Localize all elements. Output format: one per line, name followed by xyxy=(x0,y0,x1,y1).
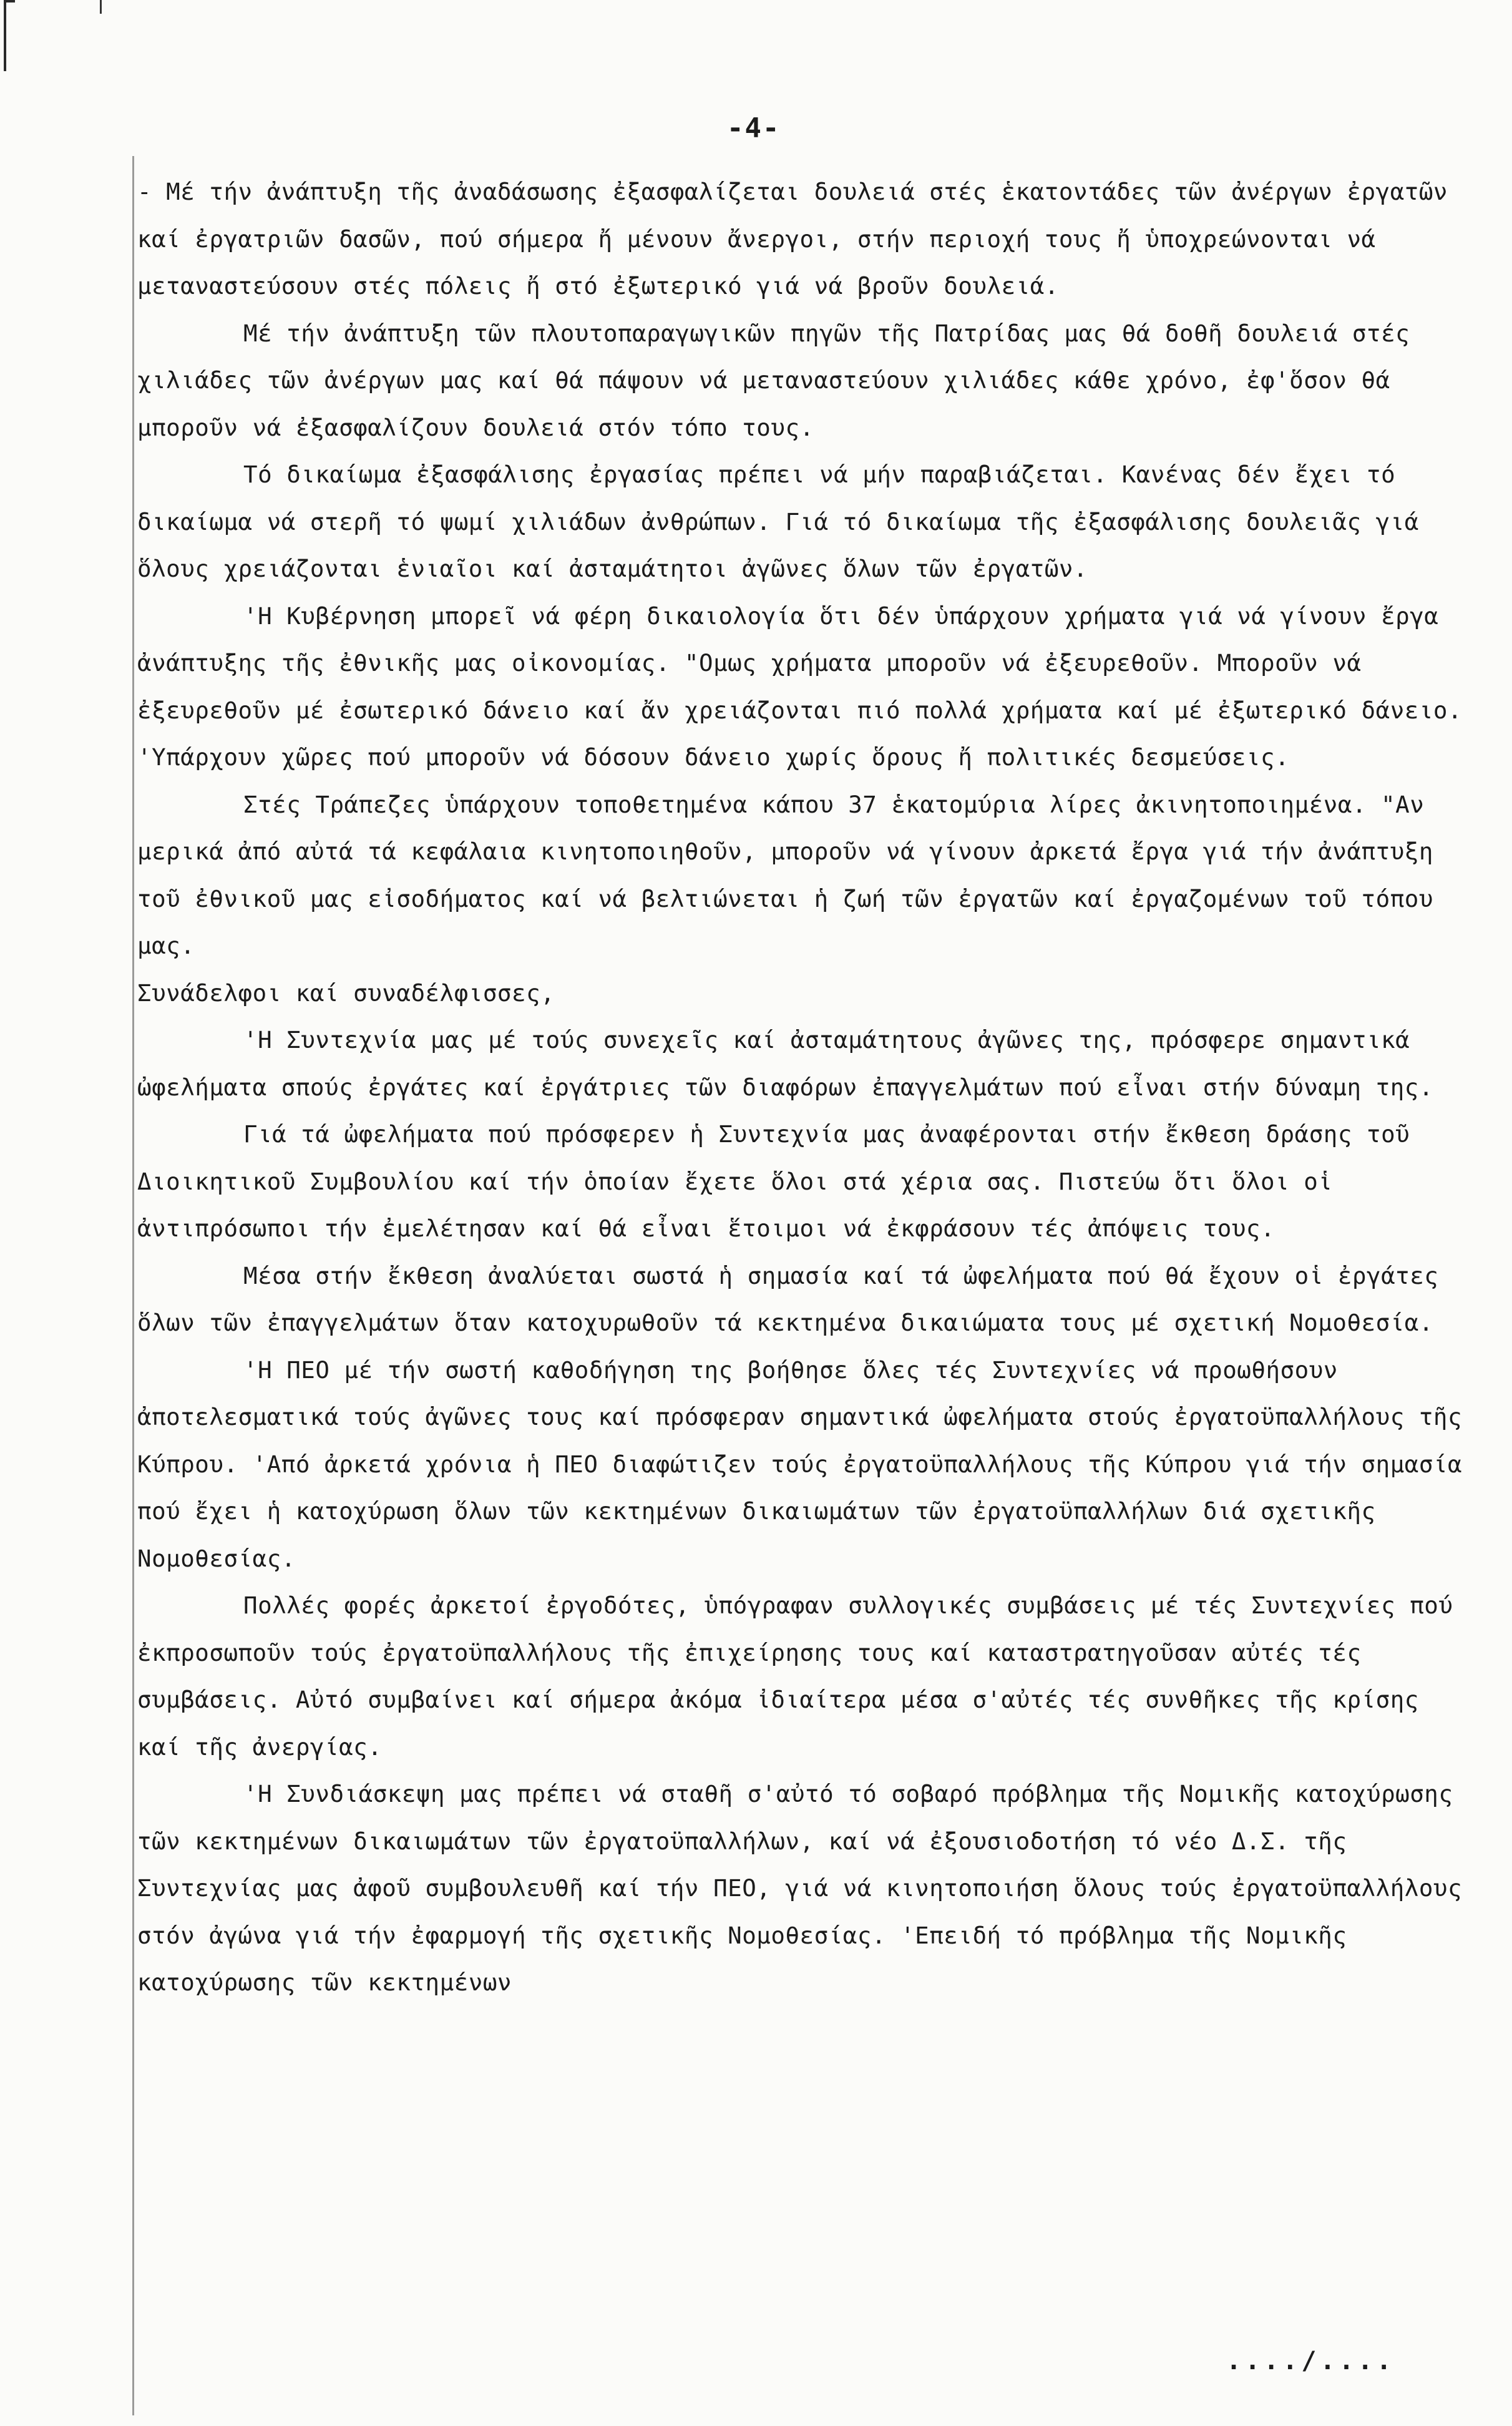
continuation-mark: ..../.... xyxy=(1226,2347,1395,2375)
corner-tick xyxy=(100,0,102,14)
paragraph-11: 'Η Συνδιάσκεψη μας πρέπει νά σταθῆ σ'αὐτό τό σοβαρό πρόβλημα τῆς Νομικῆς κατοχύρωσης τῶν κεκτημένων δικαιωμάτων τῶν ἐργατοϋπαλλήλων, καί νά ἐξουσιοδοτήση τό νέο Δ.Σ. τῆς Συντεχνίας μας ἀφοῦ συμβουλευθῆ καί τήν ΠΕΟ, γιά νά κινητοποιήση ὅλους τούς ἐργατοϋπαλλήλους στόν ἀγώνα γιά τήν ἐφαρμογή τῆς σχετικῆς Νομοθεσίας. 'Επειδή τό πρόβλημα τῆς Νομικῆς κατοχύρωσης τῶν κεκτημένων xyxy=(137,1780,1477,1996)
paragraph-5: Στές Τράπεζες ὑπάρχουν τοποθετημένα κάπου 37 ἑκατομύρια λίρες ἀκινητοποιημένα. "Αν μερικά ἀπό αὐτά τά κεφάλαια κινητοποιηθοῦν, μποροῦν νά γίνουν ἀρκετά ἔργα γιά τήν ἀνάπτυξη τοῦ ἐθνικοῦ μας εἰσοδήματος καί νά βελτιώνεται ἡ ζωή τῶν ἐργατῶν καί ἐργαζομένων τοῦ τόπου μας. xyxy=(137,790,1448,959)
paragraph-1: - Μέ τήν ἀνάπτυξη τῆς ἀναδάσωσης ἐξασφαλίζεται δουλειά στές ἑκατοντάδες τῶν ἀνέργων ἐργατῶν καί ἐργατριῶν δασῶν, πού σήμερα ἤ μένουν ἄνεργοι, στήν περιοχή τους ἤ ὑποχρεώνονται νά μεταναστεύσουν στές πόλεις ἤ στό ἐξωτερικό γιά νά βροῦν δουλειά. xyxy=(137,178,1463,300)
paragraph-3: Τό δικαίωμα ἐξασφάλισης ἐργασίας πρέπει νά μήν παραβιάζεται. Κανένας δέν ἔχει τό δικαίωμα νά στερῆ τό ψωμί χιλιάδων ἀνθρώπων. Γιά τό δικαίωμα τῆς ἐξασφάλισης δουλειᾶς γιά ὅλους χρειάζονται ἑνιαῖοι καί ἀσταμάτητοι ἀγῶνες ὅλων τῶν ἐργατῶν. xyxy=(137,461,1433,582)
paragraph-9: 'Η ΠΕΟ μέ τήν σωστή καθοδήγηση της βοήθησε ὅλες τές Συντεχνίες νά προωθήσουν ἀποτελεσματικά τούς ἀγῶνες τους καί πρόσφεραν σημαντικά ὠφελήματα στούς ἐργατοϋπαλλήλους τῆς Κύπρου. 'Από ἀρκετά χρόνια ἡ ΠΕΟ διαφώτιζεν τούς ἐργατοϋπαλλήλους τῆς Κύπρου γιά τήν σημασία πού ἔχει ἡ κατοχύρωση ὅλων τῶν κεκτημένων δικαιωμάτων τῶν ἐργατοϋπαλλήλων διά σχετικῆς Νομοθεσίας. xyxy=(137,1356,1477,1572)
paragraph-8: Μέσα στήν ἔκθεση ἀναλύεται σωστά ἡ σημασία καί τά ὠφελήματα πού θά ἔχουν οἱ ἐργάτες ὅλων τῶν ἐπαγγελμάτων ὅταν κατοχυρωθοῦν τά κεκτημένα δικαιώματα τους μέ σχετική Νομοθεσία. xyxy=(137,1261,1453,1336)
salutation: Συνάδελφοι καί συναδέλφισσες, xyxy=(137,979,555,1007)
paragraph-10: Πολλές φορές ἀρκετοί ἐργοδότες, ὑπόγραφαν συλλογικές συμβάσεις μέ τές Συντεχνίες πού ἐκπροσωποῦν τούς ἐργατοϋπαλλήλους τῆς ἐπιχείρησης τους καί καταστρατηγοῦσαν αὐτές τές συμβάσεις. Αὐτό συμβαίνει καί σήμερα ἀκόμα ἰδιαίτερα μέσα σ'αὐτές τές συνθῆκες τῆς κρίσης καί τῆς ἀνεργίας. xyxy=(137,1592,1468,1761)
paragraph-2: Μέ τήν ἀνάπτυξη τῶν πλουτοπαραγωγικῶν πηγῶν τῆς Πατρίδας μας θά δοθῆ δουλειά στές χιλιάδες τῶν ἀνέργων μας καί θά πάψουν νά μεταναστεύουν χιλιάδες κάθε χρόνο, ἐφ'ὅσον θά μποροῦν νά ἐξασφαλίζουν δουλειά στόν τόπο τους. xyxy=(137,319,1425,441)
crop-mark xyxy=(4,0,15,71)
page-number: -4- xyxy=(727,112,781,144)
paragraph-4: 'Η Κυβέρνηση μπορεῖ νά φέρη δικαιολογία ὅτι δέν ὑπάρχουν χρήματα γιά νά γίνουν ἔργα ἀνάπτυξης τῆς ἐθνικῆς μας οἰκονομίας. "Ομως χρήματα μποροῦν νά ἐξευρεθοῦν. Μποροῦν νά ἐξευρεθοῦν μέ ἐσωτερικό δάνειο καί ἄν χρειάζονται πιό πολλά χρήματα καί μέ ἐξωτερικό δάνειο. 'Υπάρχουν χῶρες πού μποροῦν νά δόσουν δάνειο χωρίς ὅρους ἤ πολιτικές δεσμεύσεις. xyxy=(137,602,1477,771)
body-text xyxy=(137,169,1477,2007)
paragraph-7: Γιά τά ὠφελήματα πού πρόσφερεν ἡ Συντεχνία μας ἀναφέρονται στήν ἔκθεση δράσης τοῦ Διοικητικοῦ Συμβουλίου καί τήν ὁποίαν ἔχετε ὅλοι στά χέρια σας. Πιστεύω ὅτι ὅλοι οἱ ἀντιπρόσωποι τήν ἐμελέτησαν καί θά εἶναι ἕτοιμοι νά ἐκφράσουν τές ἀπόψεις τους. xyxy=(137,1120,1425,1242)
paragraph-6: 'Η Συντεχνία μας μέ τούς συνεχεῖς καί ἀσταμάτητους ἀγῶνες της, πρόσφερε σημαντικά ὠφελήματα σπούς ἐργάτες καί ἐργάτριες τῶν διαφόρων ἐπαγγελμάτων πού εἶναι στήν δύναμη της. xyxy=(137,1026,1433,1101)
left-margin-line xyxy=(132,156,134,2415)
